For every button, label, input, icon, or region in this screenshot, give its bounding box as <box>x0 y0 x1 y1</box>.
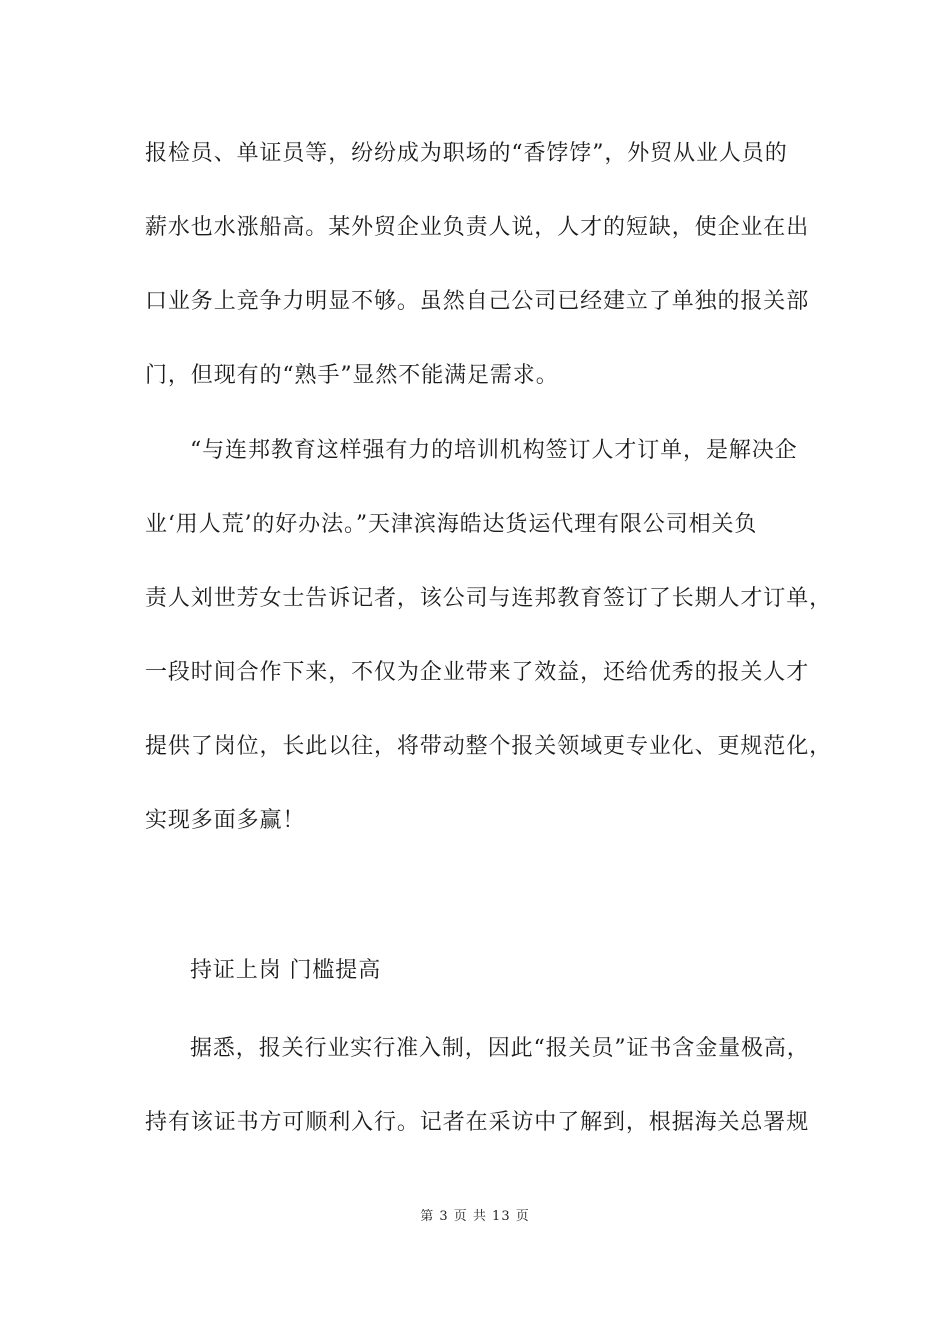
paragraph-line: 责人刘世芳女士告诉记者，该公司与连邦教育签订了长期人才订单， <box>145 586 833 611</box>
paragraph-line: 一段时间合作下来，不仅为企业带来了效益，还给优秀的报关人才 <box>145 660 810 685</box>
paragraph-line: 口业务上竞争力明显不够。虽然自己公司已经建立了单独的报关部 <box>145 289 810 314</box>
paragraph-line: 薪水也水涨船高。某外贸企业负责人说，人才的短缺，使企业在出 <box>145 215 810 240</box>
paragraph-line: “与连邦教育这样强有力的培训机构签订人才订单，是解决企 <box>190 438 798 463</box>
page-footer: 第 3 页 共 13 页 <box>420 1209 530 1224</box>
paragraph-line: 业‘用人荒’的好办法。”天津滨海皓达货运代理有限公司相关负 <box>145 512 758 537</box>
paragraph-line: 实现多面多赢！ <box>145 808 306 833</box>
paragraph-line: 提供了岗位，长此以往，将带动整个报关领域更专业化、更规范化， <box>145 734 833 759</box>
paragraph-line: 持有该证书方可顺利入行。记者在采访中了解到，根据海关总署规 <box>145 1110 810 1135</box>
paragraph-line: 门，但现有的“熟手”显然不能满足需求。 <box>145 363 559 388</box>
paragraph-line: 报检员、单证员等，纷纷成为职场的“香饽饽”，外贸从业人员的 <box>145 141 788 166</box>
paragraph-line: 据悉，报关行业实行准入制，因此“报关员”证书含金量极高， <box>190 1036 810 1061</box>
section-heading: 持证上岗 门槛提高 <box>190 958 382 983</box>
